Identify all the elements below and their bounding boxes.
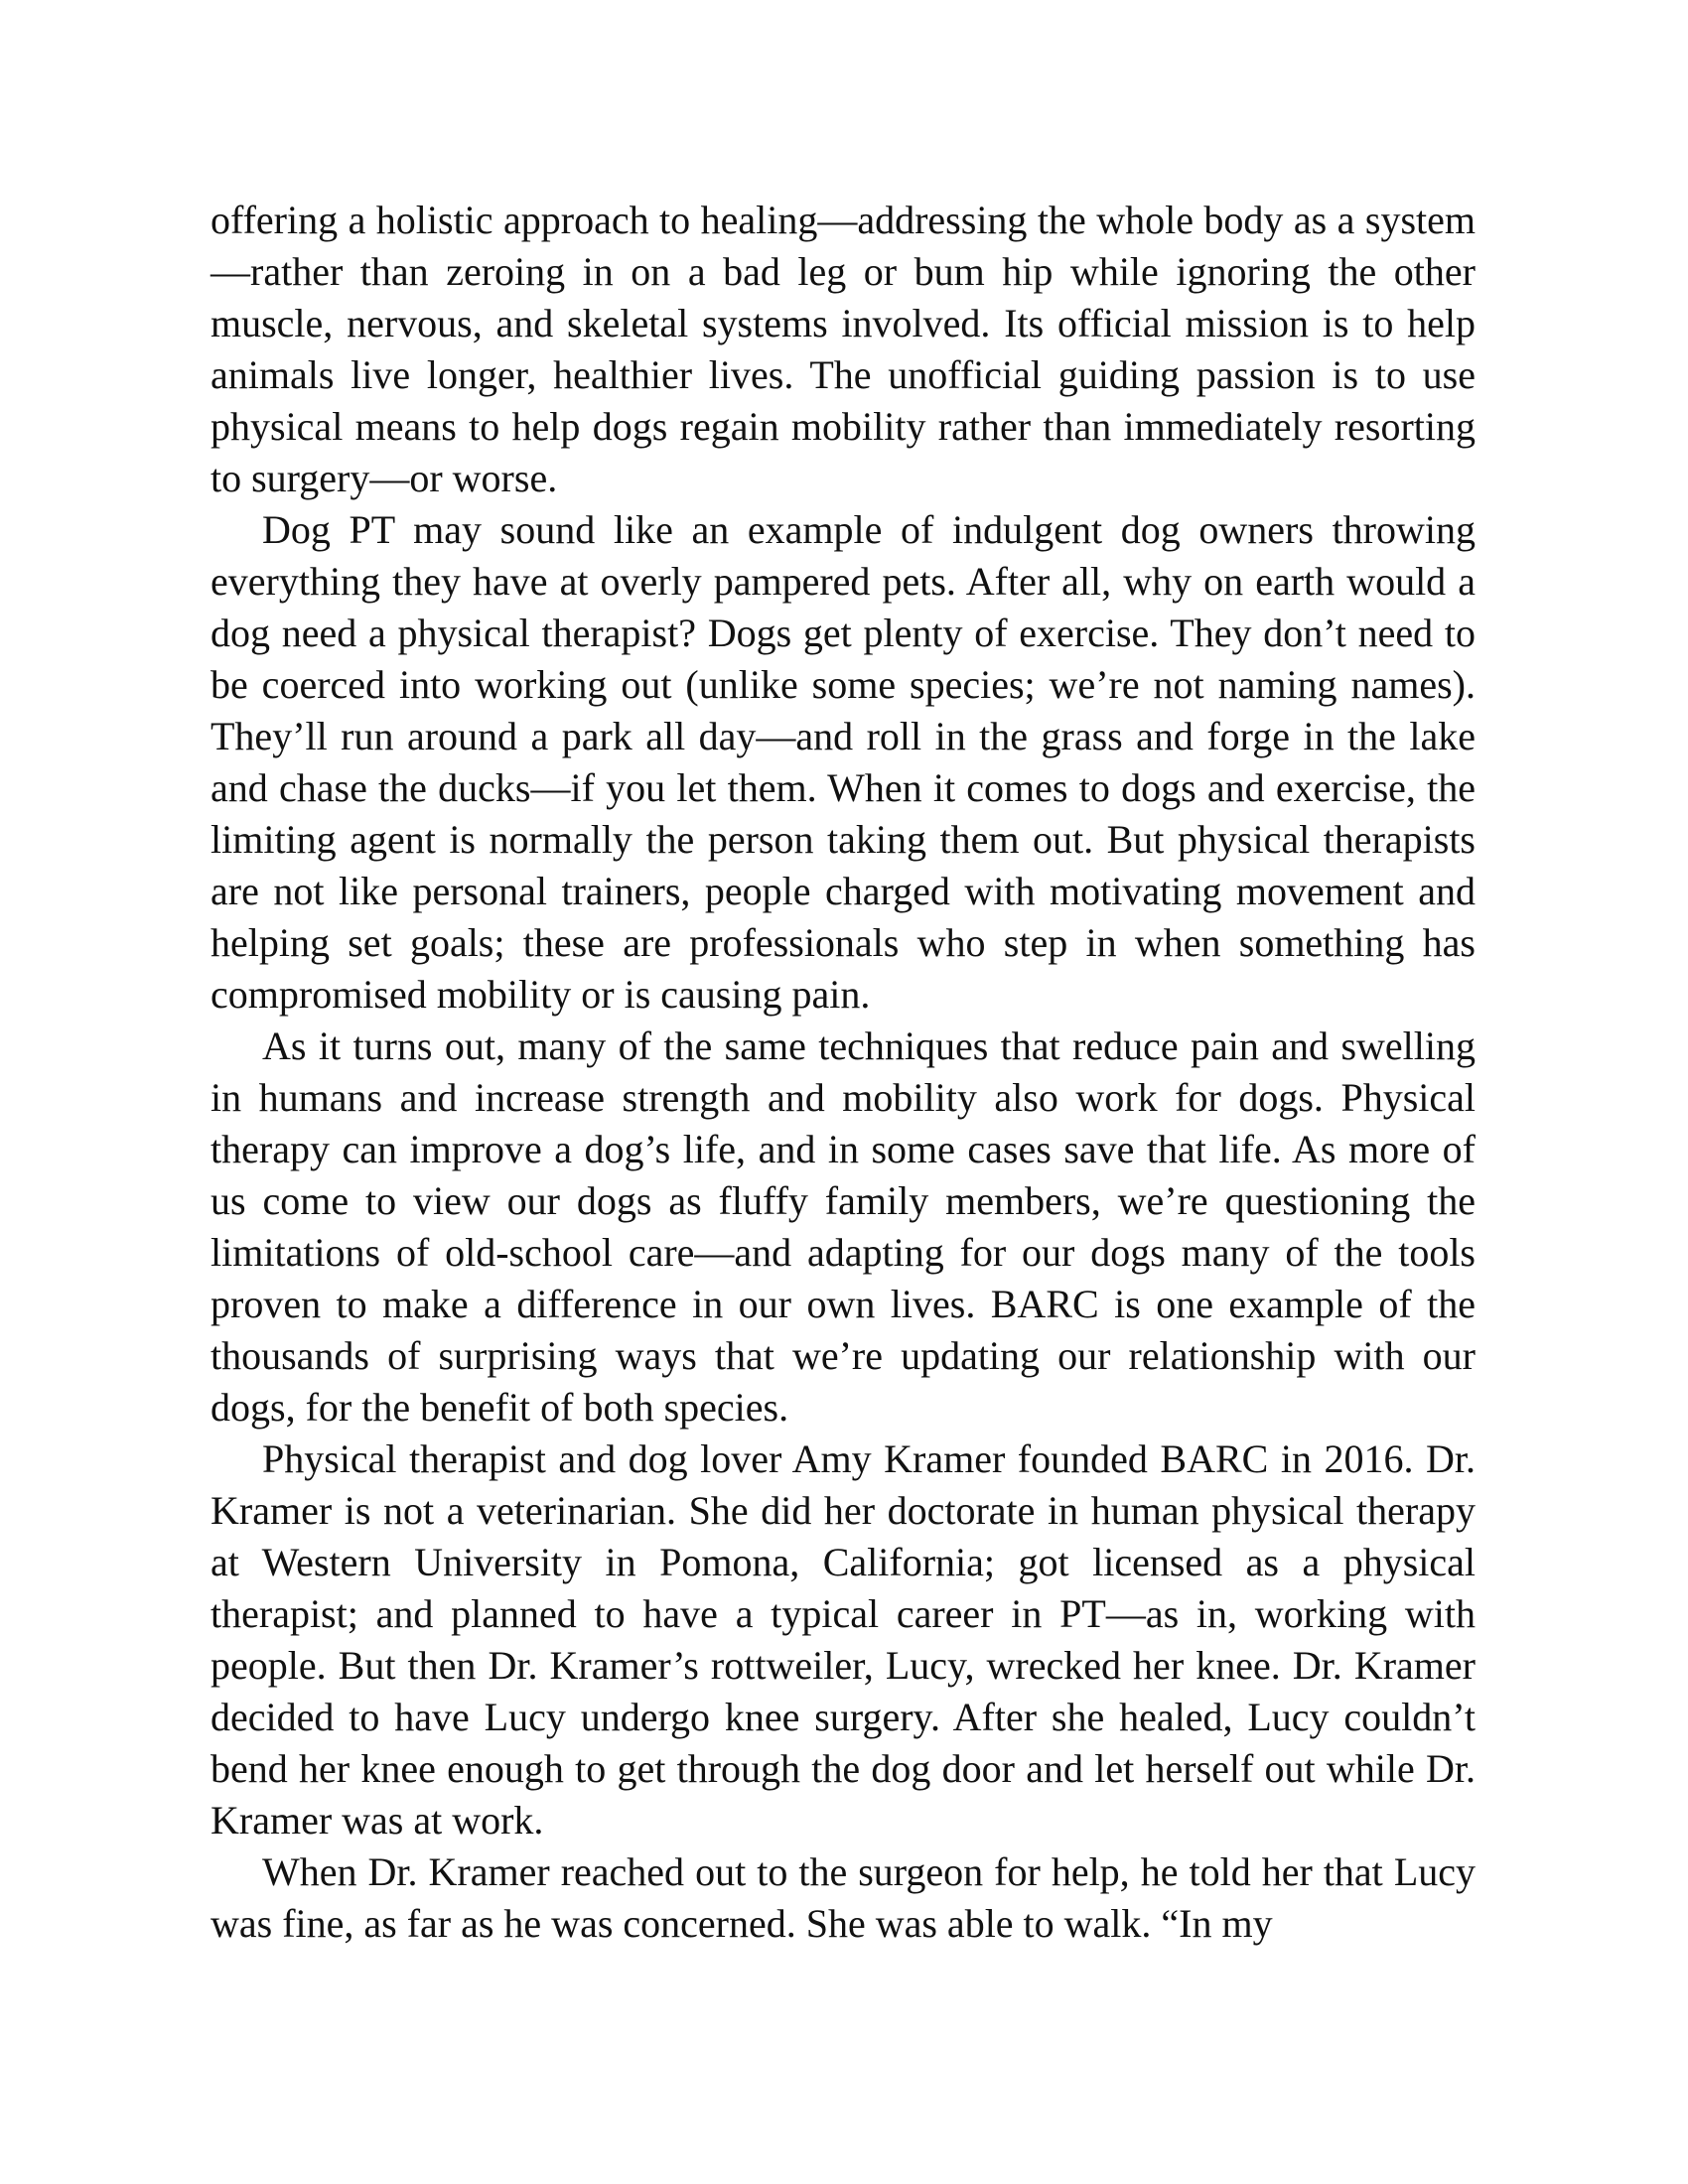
paragraph-surgeon: When Dr. Kramer reached out to the surgeon for help, he told her that Lucy was fine, as far as he was concerned. She was able to walk. “In my: [211, 1849, 1476, 1946]
paragraph-dog-pt: Dog PT may sound like an example of indulgent dog owners throwing everything they have at overly pampered pets. After all, why on earth would a dog need a physical therapist? Dogs get plenty of exercise. They don’t need to be coerced into working out (unlike some species; we’re not naming names). They’ll run around a park all day—and roll in the grass and forge in the lake and chase the ducks—if you let them. When it comes to dogs and exercise, the limiting agent is normally the person taking them out. But physical therapists are not like personal trainers, people charged with motivating movement and helping set goals; these are professionals who step in when something has compromised mobility or is causing pain.: [211, 507, 1476, 1017]
paragraph-continued: offering a holistic approach to healing—addressing the whole body as a system—rather than zeroing in on a bad leg or bum hip while ignoring the other muscle, nervous, and skeletal systems involved. Its official mission is to help animals live longer, healthier lives. The unofficial guiding passion is to use physical means to help dogs regain mobility rather than immediately resorting to surgery—or worse.: [211, 198, 1476, 500]
book-page-body: [211, 195, 1476, 1950]
paragraph-techniques: As it turns out, many of the same techniques that reduce pain and swelling in humans and increase strength and mobility also work for dogs. Physical therapy can improve a dog’s life, and in some cases save that life. As more of us come to view our dogs as fluffy family members, we’re questioning the limitations of old-school care—and adapting for our dogs many of the tools proven to make a difference in our own lives. BARC is one example of the thousands of surprising ways that we’re updating our relationship with our dogs, for the benefit of both species.: [211, 1024, 1476, 1430]
paragraph-amy-kramer: Physical therapist and dog lover Amy Kramer founded BARC in 2016. Dr. Kramer is not a veterinarian. She did her doctorate in human physical therapy at Western University in Pomona, California; got licensed as a physical therapist; and planned to have a typical career in PT—as in, working with people. But then Dr. Kramer’s rottweiler, Lucy, wrecked her knee. Dr. Kramer decided to have Lucy undergo knee surgery. After she healed, Lucy couldn’t bend her knee enough to get through the dog door and let herself out while Dr. Kramer was at work.: [211, 1436, 1476, 1843]
